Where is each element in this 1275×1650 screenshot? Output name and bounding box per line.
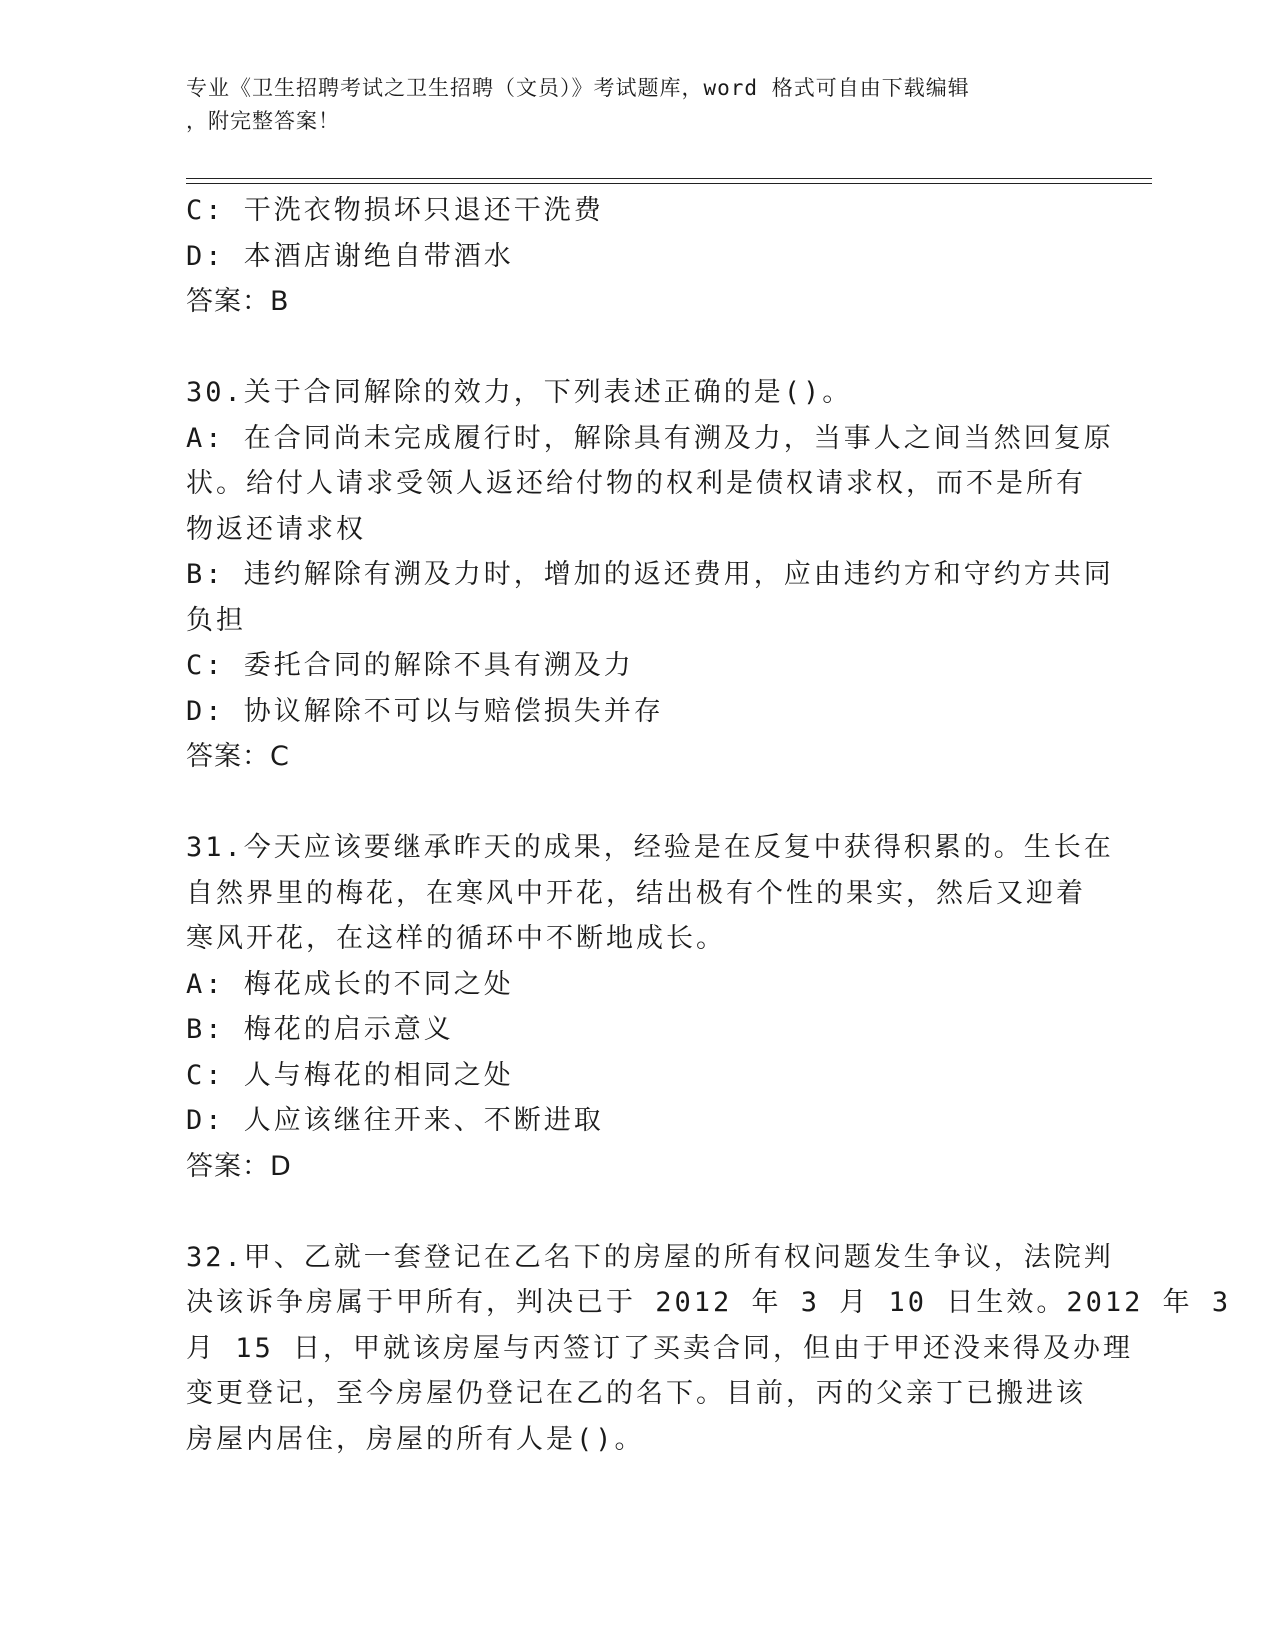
option-a: A: 梅花成长的不同之处: [186, 968, 514, 1000]
answer-label: 答案：B: [186, 286, 290, 317]
question-32: [186, 1235, 1232, 1463]
header-divider: [186, 183, 1152, 184]
answer-label: 答案：C: [186, 741, 290, 772]
option-a: 物返还请求权: [186, 513, 366, 545]
option-c: C: 干洗衣物损坏只退还干洗费: [186, 195, 604, 226]
option-b: B: 违约解除有溯及力时，增加的返还费用，应由违约方和守约方共同: [186, 559, 1114, 590]
question-stem: 31.今天应该要继承昨天的成果，经验是在反复中获得积累的。生长在: [186, 832, 1114, 863]
question-stem: 自然界里的梅花，在寒风中开花，结出极有个性的果实，然后又迎着: [186, 877, 1086, 909]
question-29: [186, 188, 1066, 325]
question-stem: 变更登记，至今房屋仍登记在乙的名下。目前，丙的父亲丁已搬进该: [186, 1378, 1086, 1409]
option-d: D: 人应该继往开来、不断进取: [186, 1105, 604, 1136]
option-d: D: 本酒店谢绝自带酒水: [186, 240, 514, 272]
question-stem: 32.甲、乙就一套登记在乙名下的房屋的所有权问题发生争议，法院判: [186, 1241, 1114, 1273]
question-31: [186, 825, 1114, 1189]
option-d: D: 协议解除不可以与赔偿损失并存: [186, 695, 664, 727]
answer-label: 答案：D: [186, 1150, 292, 1182]
option-a: 状。给付人请求受领人返还给付物的权利是债权请求权，而不是所有: [186, 468, 1086, 499]
question-30: [186, 370, 1114, 780]
option-a: A: 在合同尚未完成履行时，解除具有溯及力，当事人之间当然回复原: [186, 422, 1114, 454]
option-b: 负担: [186, 604, 246, 636]
header-line: 专业《卫生招聘考试之卫生招聘（文员）》考试题库，word 格式可自由下载编辑: [186, 76, 970, 100]
option-b: B: 梅花的启示意义: [186, 1014, 454, 1045]
option-c: C: 人与梅花的相同之处: [186, 1059, 514, 1091]
question-stem: 寒风开花，在这样的循环中不断地成长。: [186, 923, 726, 954]
question-list: [186, 188, 1232, 1462]
question-stem: 30.关于合同解除的效力，下列表述正确的是()。: [186, 377, 853, 408]
spacer: [186, 325, 1066, 371]
question-stem: 房屋内居住，房屋的所有人是()。: [186, 1423, 645, 1455]
question-stem: 决该诉争房属于甲所有，判决已于 2012 年 3 月 10 日生效。2012 年 3: [186, 1287, 1232, 1318]
spacer: [186, 780, 1066, 826]
spacer: [186, 1189, 1066, 1235]
document-header: [186, 72, 1066, 138]
question-stem: 月 15 日，甲就该房屋与丙签订了买卖合同，但由于甲还没来得及办理: [186, 1332, 1134, 1364]
header-line: ，附完整答案！: [186, 109, 340, 133]
header-divider: [186, 178, 1152, 179]
option-c: C: 委托合同的解除不具有溯及力: [186, 650, 634, 681]
